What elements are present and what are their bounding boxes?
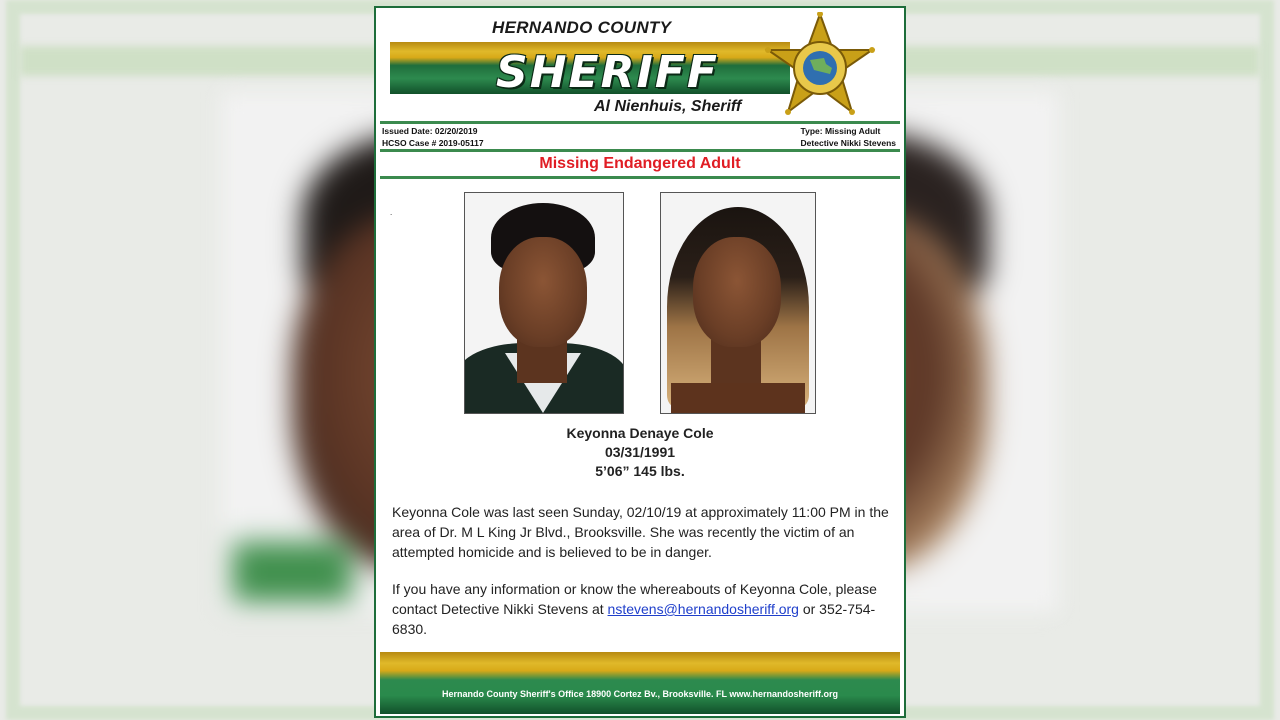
email-link[interactable]: nstevens@hernandosheriff.org xyxy=(607,601,799,617)
person-height-weight: 5’06” 145 lbs. xyxy=(595,463,685,479)
person-name: Keyonna Denaye Cole xyxy=(566,425,714,441)
header-divider xyxy=(380,121,900,124)
case-number: HCSO Case # 2019-05117 xyxy=(382,138,484,148)
person-details xyxy=(376,424,904,481)
contact-text: If you have any information or know the whereabouts of Keyonna Cole, please contact Detective Nikki Stevens at xyxy=(392,581,877,617)
contact-paragraph xyxy=(392,579,892,639)
flyer-header xyxy=(376,8,904,126)
face xyxy=(499,237,587,347)
case-info xyxy=(382,125,484,149)
case-type-info xyxy=(801,125,896,149)
title-divider xyxy=(380,176,900,179)
photo-short-hair xyxy=(464,192,624,414)
face xyxy=(693,237,781,347)
meta-divider xyxy=(380,149,900,152)
case-type: Type: Missing Adult xyxy=(800,126,881,136)
sheriff-name: Al Nienhuis, Sheriff xyxy=(594,98,742,115)
sheriff-title: SHERIFF xyxy=(496,47,719,98)
footer-address: Hernando County Sheriff's Office 18900 Cortez Bv., Brooksville. FL www.hernandosheriff.org xyxy=(441,689,839,699)
stray-dot: . xyxy=(390,208,393,217)
flyer-footer xyxy=(380,652,900,714)
shoulders xyxy=(671,383,805,414)
contact-phone-text: or 352-754-6830. xyxy=(392,601,876,637)
missing-person-flyer xyxy=(374,6,906,718)
photo-long-hair xyxy=(660,192,816,414)
last-seen-paragraph: Keyonna Cole was last seen Sunday, 02/10/19 at approximately 11:00 PM in the area of Dr. M L King Jr Blvd., Brooksville. She was recently the victim of an attempted homicide and is believed to be in danger. xyxy=(392,504,889,560)
county-name: HERNANDO COUNTY xyxy=(492,18,672,37)
issued-date: Issued Date: 02/20/2019 xyxy=(382,126,478,136)
person-dob: 03/31/1991 xyxy=(604,444,676,460)
background-shirt xyxy=(232,542,352,602)
detective-name: Detective Nikki Stevens xyxy=(800,138,896,148)
sheriff-badge-icon xyxy=(762,12,878,120)
alert-title: Missing Endangered Adult xyxy=(539,155,741,172)
